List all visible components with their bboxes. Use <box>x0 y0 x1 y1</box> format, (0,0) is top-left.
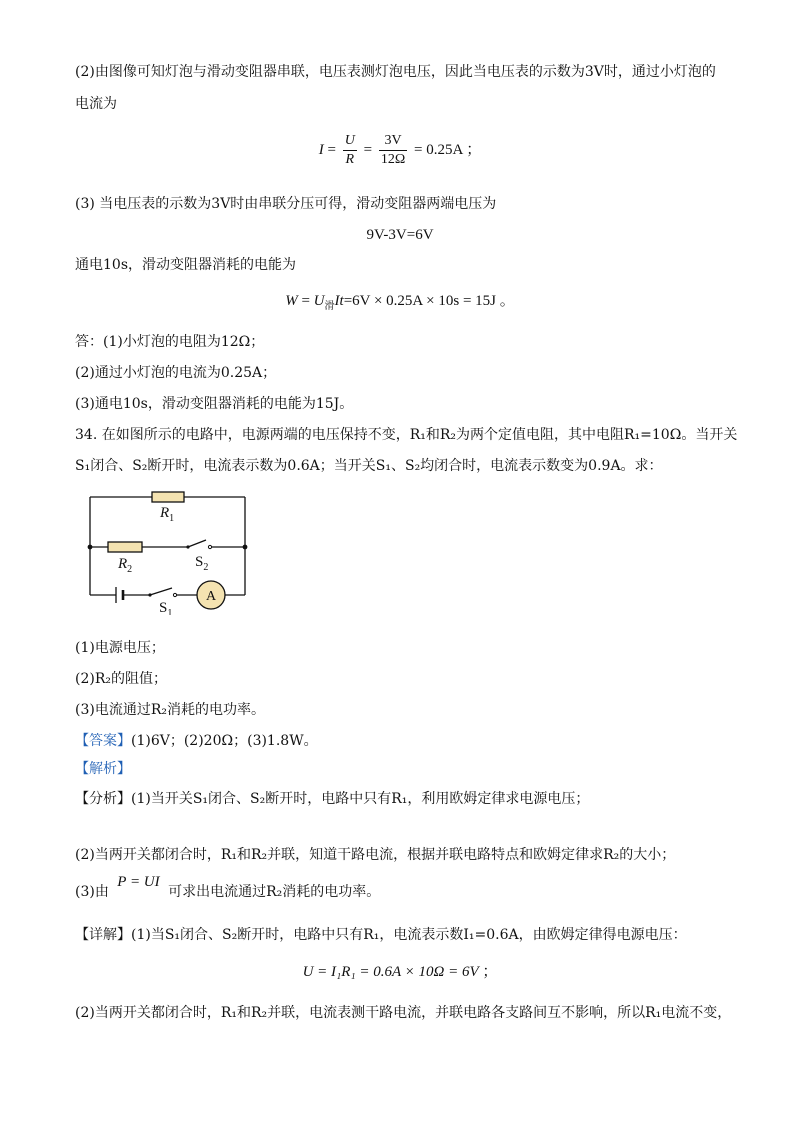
xiangjie-line-1: 【详解】(1)当S₁闭合、S₂断开时，电路中只有R₁，电流表示数I₁=0.6A，由欧姆定律得电源电压： <box>75 927 687 943</box>
fenxi-line-1: 【分析】(1)当开关S₁闭合、S₂断开时，电路中只有R₁，利用欧姆定律求电源电压； <box>75 791 590 807</box>
answer-line-2: (2)通过小灯泡的电流为0.25A； <box>75 365 277 381</box>
equation-voltage: 9V-3V=6V <box>366 227 434 243</box>
q34-line-1: 34. 在如图所示的电路中，电源两端的电压保持不变，R₁和R₂为两个定值电阻，其中电阻R₁=10Ω。当开关 <box>75 427 738 443</box>
equation-energy: $W = U_滑It=6V \times 0.25A \times 10s = 15J$ 。 <box>285 293 515 312</box>
resistor-r1 <box>152 492 184 502</box>
circuit-diagram <box>80 485 260 615</box>
q34-line-2: S₁闭合、S₂断开时，电流表示数为0.6A；当开关S₁、S₂均闭合时，电流表示数变为0.9A。求： <box>75 458 663 474</box>
part3-line-1: (3) 当电压表的示数为3V时由串联分压可得，滑动变阻器两端电压为 <box>75 196 497 212</box>
part3-line-2: 通电10s，滑动变阻器消耗的电能为 <box>75 257 296 273</box>
answer-line-3: (3)通电10s，滑动变阻器消耗的电能为15J。 <box>75 396 354 412</box>
part2-line-1: (2)由图像可知灯泡与滑动变阻器串联，电压表测灯泡电压，因此当电压表的示数为3V时，通过小灯泡的 <box>75 64 716 80</box>
formula-p-ui: P = UI <box>117 874 160 890</box>
fenxi-line-2: (2)当两开关都闭合时，R₁和R₂并联，知道干路电流，根据并联电路特点和欧姆定律求R₂的大小； <box>75 847 676 863</box>
answer-text: (1)6V；(2)20Ω；(3)1.8W。 <box>131 733 318 749</box>
r1-label: $R_1$ <box>160 505 175 524</box>
part2-line-2: 电流为 <box>75 96 117 112</box>
q34-item-3: (3)电流通过R₂消耗的电功率。 <box>75 702 265 718</box>
analysis-tag: 【解析】 <box>75 761 131 777</box>
s2-label: $S_2$ <box>195 554 209 573</box>
q34-item-2: (2)R₂的阻值； <box>75 671 167 687</box>
answer-row <box>75 731 318 751</box>
ammeter-label: A <box>205 589 217 604</box>
q34-item-1: (1)电源电压； <box>75 640 165 656</box>
xiangjie-line-2: (2)当两开关都闭合时，R₁和R₂并联，电流表测干路电流，并联电路各支路间互不影响，所以R₁电流不变， <box>75 1005 732 1021</box>
equation-source-voltage: U = I₁R₁ = 0.6A × 10Ω = 6V ； <box>302 964 498 980</box>
s1-label: $S_1$ <box>159 600 173 615</box>
answer-tag: 【答案】 <box>75 733 131 749</box>
equation-current: I = $\frac{U}{R}$ = $\frac{3V}{12\Omega}$ = 0.25A ； <box>318 133 482 167</box>
answer-line-1: 答：(1)小灯泡的电阻为12Ω； <box>75 334 265 350</box>
r2-label: $R_2$ <box>118 556 133 575</box>
fenxi-line-3: (3)由 P = UI 可求出电流通过R₂消耗的电功率。 <box>75 874 381 900</box>
resistor-r2 <box>108 542 142 552</box>
